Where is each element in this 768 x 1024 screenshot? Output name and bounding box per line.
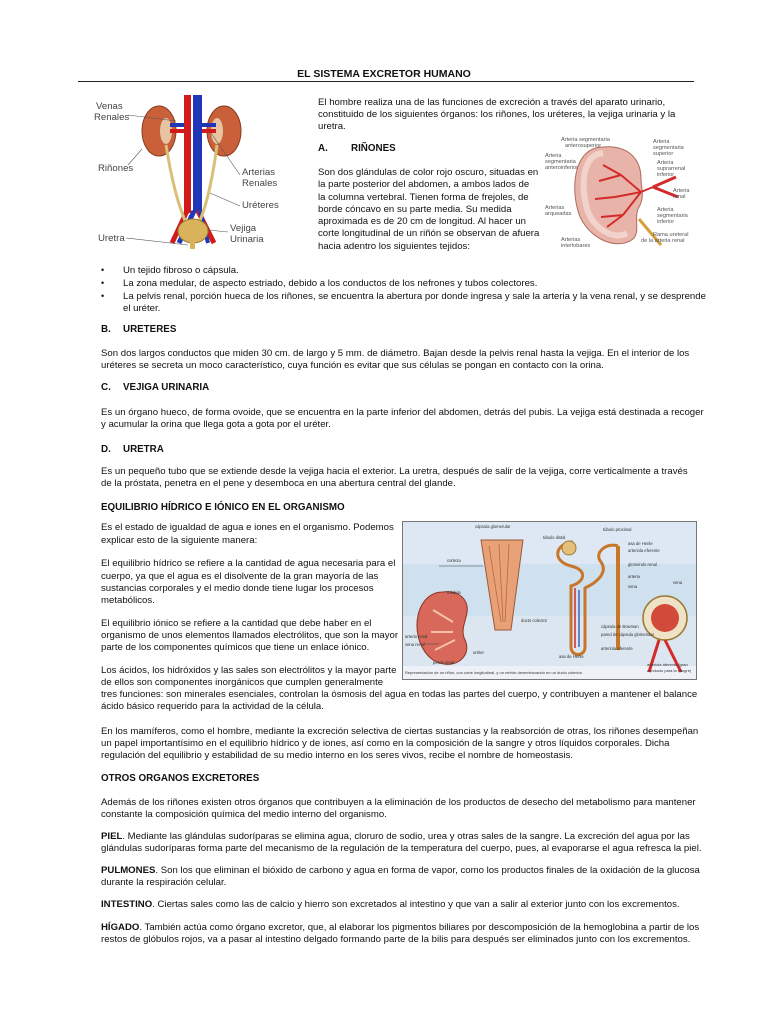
label-vena: vena bbox=[628, 584, 638, 589]
bullet-item: Un tejido fibroso o cápsula. bbox=[123, 265, 239, 276]
nephron-figure bbox=[402, 521, 697, 680]
label-arterias-renales-1: Arterias bbox=[242, 167, 276, 178]
section-c-line: y acumular la orina que llega gota a gota por el uréter. bbox=[101, 419, 331, 430]
label-art-suprarrenal-3: inferior bbox=[657, 172, 675, 178]
equilibrio-p5-line: regulación del equilibrio y estabilidad de su medio interno en los seres vivos, recibe el nombre de homeostasis. bbox=[101, 750, 573, 761]
pulmones-line-2: durante la respiración celular. bbox=[101, 877, 227, 888]
label-ureteres: Uréteres bbox=[242, 200, 279, 211]
bullet-marker: • bbox=[101, 278, 105, 288]
label-arterias-renales-2: Renales bbox=[242, 178, 278, 189]
piel-term: PIEL bbox=[101, 831, 123, 842]
label-tubulo-proximal: túbulo proximal bbox=[603, 527, 632, 532]
label-arterias-interlobares-2: interlobares bbox=[561, 243, 591, 249]
label-art-seg-sup-1: Arteria bbox=[653, 139, 670, 145]
equilibrio-heading: EQUILIBRIO HÍDRICO E IÓNICO EN EL ORGANISMO bbox=[101, 502, 345, 513]
label-ducto-colector: ducto colector bbox=[521, 618, 548, 623]
equilibrio-p2-line: cuerpo, ya que el agua es el disolvente de la gran mayoría de las bbox=[101, 571, 379, 582]
section-d-line: Es un pequeño tubo que se extiende desde la vejiga hacia el exterior. La uretra, después de salir de la vejiga, corre verticalmente a través bbox=[101, 466, 688, 477]
section-d-letter: D. bbox=[101, 444, 111, 455]
section-d-line: de la próstata, penetra en el pene y desemboca en una abertura central del glande. bbox=[101, 478, 456, 489]
label-rinones: Riñones bbox=[98, 163, 134, 174]
label-art-seg-anteroinf-3: anteroinferior bbox=[545, 165, 578, 171]
equilibrio-p3-line: parte de los componentes químicos que tiene un enlace iónico. bbox=[101, 642, 370, 653]
section-a-line: Son dos glándulas de color rojo oscuro, situadas en bbox=[318, 167, 539, 178]
section-d-heading: URETRA bbox=[123, 444, 164, 455]
label-art-suprarrenal-1: Arteria bbox=[657, 160, 674, 166]
section-b-line: Son dos largos conductos que miden 30 cm. de largo y 5 mm. de diámetro. Bajan desde la pelvis renal hasta la vejiga. En el interior de los bbox=[101, 348, 690, 359]
otros-heading: OTROS ORGANOS EXCRETORES bbox=[101, 773, 260, 784]
pulmones-text: . Son los que eliminan el bióxido de carbono y agua en forma de vapor, como los productos finales de la oxidación de la glucosa bbox=[155, 865, 700, 876]
label-art-seg-anterosup-2: anterosuperior bbox=[565, 143, 602, 149]
equilibrio-p2-line: El equilibrio hídrico se refiere a la cantidad de agua necesaria para el bbox=[101, 558, 396, 569]
label-art-seg-inf-1: Arteria bbox=[657, 207, 674, 213]
higado-term: HÍGADO bbox=[101, 922, 140, 933]
equilibrio-p1-line: Es el estado de igualdad de agua e iones en el organismo. Podemos bbox=[101, 522, 394, 533]
label-arterias-arqueadas-2: arqueadas bbox=[545, 211, 572, 217]
piel-text: . Mediante las glándulas sudoríparas se elimina agua, cloruro de sodio, urea y otras sales de la sangre. La excreción del agua por las bbox=[122, 831, 690, 842]
label-vena-renal: vena renal bbox=[405, 642, 425, 647]
higado-line-2: restos de glóbulos rojos, va a pasar al intestino delgado formando parte de la bilis para después ser eliminados junto con los excrementos. bbox=[101, 934, 691, 945]
section-c-heading: VEJIGA URINARIA bbox=[123, 382, 210, 393]
nephron-caption-right-1: arteriola aferente (gran bbox=[647, 662, 688, 667]
section-b-line: uréteres se secreta un moco característico, cuya función es evitar que sus células se pongan en contacto con la orina. bbox=[101, 360, 604, 371]
label-art-seg-sup-2: segmentaria bbox=[653, 145, 684, 151]
pulmones-line-1 bbox=[101, 865, 700, 877]
label-vena-c: vena bbox=[673, 580, 683, 585]
label-art-seg-inf-2: segmentaria bbox=[657, 213, 688, 219]
intestino-term: INTESTINO bbox=[101, 899, 153, 910]
label-pelvis-renal: pelvis renal bbox=[433, 660, 455, 665]
section-a-line: borde cóncavo en su parte media. Su medida bbox=[318, 204, 512, 215]
label-art-seg-anteroinf-1: Arteria bbox=[545, 153, 562, 159]
equilibrio-p5-line: un papel importantísimo en el equilibrio hídrico y de iones, así como en la composición de la sangre y otros líquidos corporales. Dicha bbox=[101, 738, 670, 749]
label-corteza: corteza bbox=[447, 558, 461, 563]
intro-line: constituido de los siguientes órganos: los riñones, los uréteres, la vejiga urinaria y la bbox=[318, 109, 676, 120]
label-arteria-renal: arteria renal bbox=[405, 634, 428, 639]
label-arterias-interlobares-1: Arterias bbox=[561, 237, 581, 243]
equilibrio-p4-line: de ellos son componentes inorgánicos que cumplen generalmente bbox=[101, 677, 384, 688]
otros-intro-line: constante la composición química del medio interno del organismo. bbox=[101, 809, 387, 820]
bullet-item: La zona medular, de aspecto estriado, debido a los conductos de los nefrones y tubos colectores. bbox=[123, 278, 538, 289]
higado-line-1 bbox=[101, 922, 699, 934]
equilibrio-p3-line: El equilibrio iónico se refiere a la cantidad que debe haber en el bbox=[101, 618, 372, 629]
equilibrio-p2-line: sustancias corporales y el medio donde tiene lugar los procesos bbox=[101, 583, 374, 594]
equilibrio-p3-line: organismo de unos elementos llamados electrólitos, que son la mayor bbox=[101, 630, 399, 641]
section-c-letter: C. bbox=[101, 382, 111, 393]
label-vejiga-2: Urinaria bbox=[230, 234, 264, 245]
section-a-line: hacia adentro los siguientes tejidos: bbox=[318, 241, 470, 252]
equilibrio-p4-line: ácido básico requerido para la actividad de la célula. bbox=[101, 701, 324, 712]
label-pared-capsula: pared de cápsula glomerular bbox=[601, 632, 655, 637]
label-venas-renales-2: Renales bbox=[94, 112, 130, 123]
label-arteriola-aferente: arteriola aferente bbox=[601, 646, 633, 651]
label-glomerulo: glomérulo renal bbox=[628, 562, 657, 567]
intestino-text: . Ciertas sales como las de calcio y hierro son excretados al intestino y que van a salir al exterior junto con los excrementos. bbox=[152, 899, 680, 910]
label-rama-ureteral-2: de la arteria renal bbox=[641, 238, 685, 244]
section-b-letter: B. bbox=[101, 324, 111, 335]
nephron-caption-right-2: conducto para la sangre) bbox=[647, 668, 692, 673]
equilibrio-p4-line: tres funciones: son minerales esenciales, controlan la ósmosis del agua en todas las partes del cuerpo, y contribuyen a mantener el balance bbox=[101, 689, 698, 700]
label-ureter: uréter bbox=[473, 650, 484, 655]
bullet-marker: • bbox=[101, 291, 105, 301]
section-a-heading: RIÑONES bbox=[351, 143, 396, 154]
intro-line: El hombre realiza una de las funciones de excreción a través del aparato urinario, bbox=[318, 97, 666, 108]
equilibrio-p5-line: En los mamíferos, como el hombre, mediante la excreción selectiva de ciertas sustancias y la reabsorción de otras, los riñones desempeñan bbox=[101, 726, 699, 737]
label-art-seg-inf-3: inferior bbox=[657, 219, 675, 225]
label-asa-henle: asa de Henle bbox=[628, 541, 653, 546]
bullet-item: La pelvis renal, porción hueca de los riñones, se encuentra la abertura por donde ingresa y sale la arteria y la vena renal, y se desprende bbox=[123, 291, 706, 302]
label-capsula-bowman: cápsula de Bowman bbox=[601, 624, 639, 629]
section-c-line: Es un órgano hueco, de forma ovoide, que se encuentra en la parte inferior del abdomen, detrás del pubis. La vejiga está destinada a recoger bbox=[101, 407, 704, 418]
urinary-system-figure bbox=[84, 93, 306, 250]
label-art-seg-anterosup-1: Arteria segmentaria bbox=[561, 137, 610, 143]
kidney-arteries-figure bbox=[541, 137, 696, 257]
label-tubulo-distal: túbulo distal bbox=[543, 535, 566, 540]
label-capsula-glomerular: cápsula glomerular bbox=[475, 524, 511, 529]
equilibrio-p4-line: Los ácidos, los hidróxidos y las sales son electrólitos y la mayor parte bbox=[101, 665, 397, 676]
piel-line-2: glándulas sudoríparas forma parte del mecanismo de la regulación de la temperatura del cuerpo, pues, al evaporarse el agua refresca la piel. bbox=[101, 843, 702, 854]
page-title: EL SISTEMA EXCRETOR HUMANO bbox=[297, 68, 471, 80]
label-art-renal-2: renal bbox=[673, 194, 686, 200]
nephron-caption: Representación de un riñón, con corte longitudinal, y un nefrón desembocando en un ducto colector. bbox=[405, 670, 583, 675]
pulmones-term: PULMONES bbox=[101, 865, 156, 876]
section-a-line: la columna vertebral. Tienen forma de frejoles, de bbox=[318, 192, 529, 203]
label-vejiga-1: Vejiga bbox=[230, 223, 257, 234]
label-art-seg-anteroinf-2: segmentaria bbox=[545, 159, 576, 165]
label-medula: médula bbox=[447, 590, 461, 595]
label-arterias-arqueadas-1: Arterias bbox=[545, 205, 565, 211]
label-arteriola-eferente: arteriola eferente bbox=[628, 548, 660, 553]
label-arteria: arteria bbox=[628, 574, 640, 579]
label-uretra: Uretra bbox=[98, 233, 125, 244]
bullet-marker: • bbox=[101, 265, 105, 275]
piel-line-1 bbox=[101, 831, 690, 843]
label-art-suprarrenal-2: suprarrenal bbox=[657, 166, 686, 172]
label-rama-ureteral-1: Rama ureteral bbox=[653, 232, 689, 238]
label-venas-renales-1: Venas bbox=[96, 101, 123, 112]
section-a-letter: A. bbox=[318, 143, 328, 154]
label-art-seg-sup-3: superior bbox=[653, 151, 674, 157]
equilibrio-p1-line: explicar esto de la siguiente manera: bbox=[101, 535, 258, 546]
section-b-heading: URETERES bbox=[123, 324, 177, 335]
intro-line: uretra. bbox=[318, 121, 346, 132]
intestino-line-1 bbox=[101, 899, 680, 911]
section-a-line: corte longitudinal de un riñón se observan de afuera bbox=[318, 228, 540, 239]
otros-intro-line: Además de los riñones existen otros órganos que contribuyen a la eliminación de los productos de desecho del metabolismo para mantener bbox=[101, 797, 696, 808]
higado-text: . También actúa como órgano excretor, que, al elaborar los pigmentos biliares por descomposición de la hemoglobina a partir de los bbox=[139, 922, 700, 933]
title-divider bbox=[78, 81, 694, 82]
section-a-line: la parte posterior del abdomen, a ambos lados de bbox=[318, 179, 530, 190]
label-art-renal-1: Arteria bbox=[673, 188, 690, 194]
section-a-line: aproximada es de 20 cm de longitud. Al hacer un bbox=[318, 216, 526, 227]
bullet-item-continuation: el uréter. bbox=[123, 303, 161, 314]
equilibrio-p2-line: metabólicos. bbox=[101, 595, 155, 606]
label-asa-henle-2: asa de Henle bbox=[559, 654, 584, 659]
